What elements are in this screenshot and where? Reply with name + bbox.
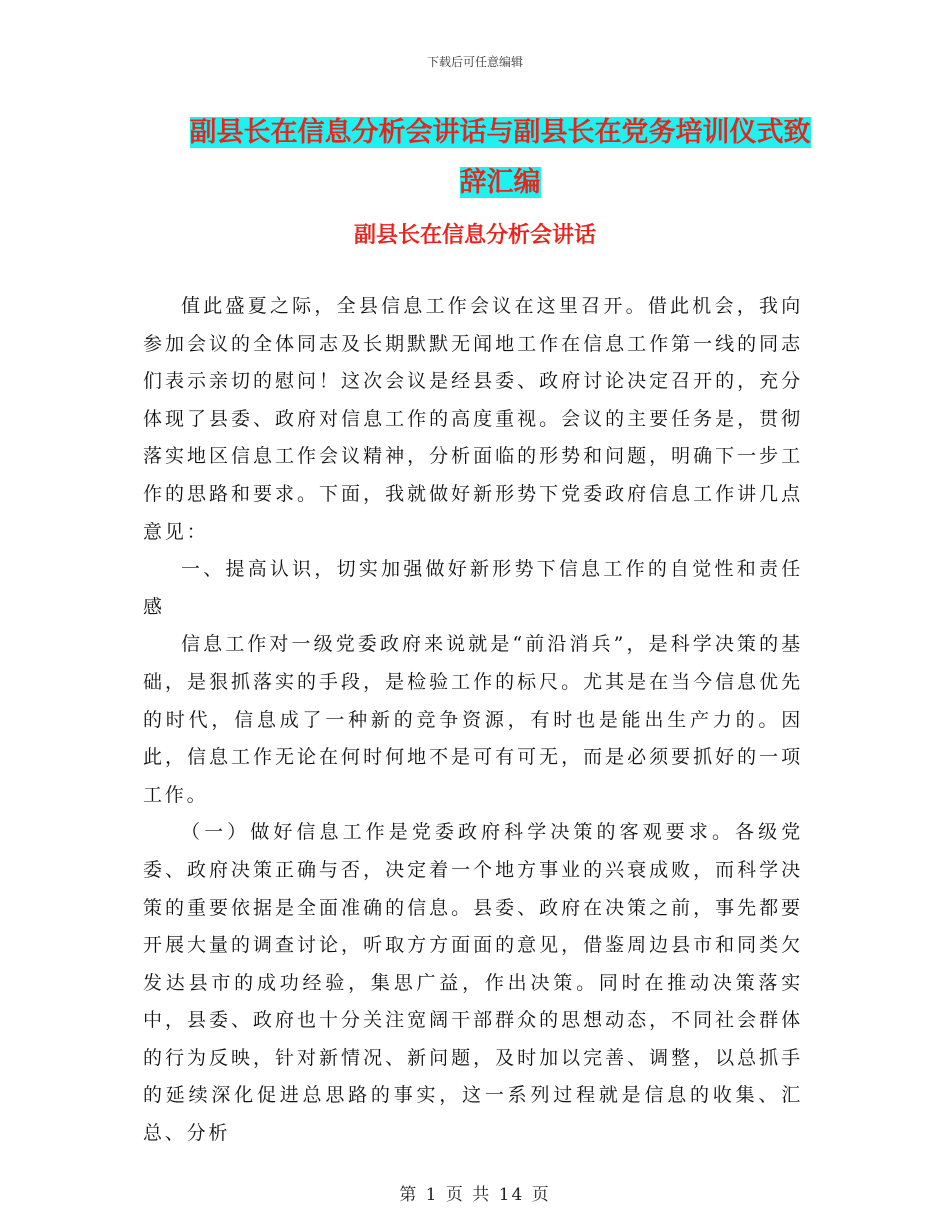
paragraph-heading-1: 一、提高认识，切实加强做好新形势下信息工作的自觉性和责任感 (143, 558, 803, 618)
paragraph-intro: 值此盛夏之际，全县信息工作会议在这里召开。借此机会，我向参加会议的全体同志及长期默默无闻地工作在信息工作第一线的同志们表示亲切的慰问！这次会议是经县委、政府讨论决定召开的，充分体现了县委、政府对信息工作的高度重视。会议的主要任务是，贯彻落实地区信息工作会议精神，分析面临的形势和问题，明确下一步工作的思路和要求。下面，我就做好新形势下党委政府信息工作讲几点意见： (143, 295, 803, 543)
page-header-note: 下载后可任意编辑 (426, 55, 523, 69)
document-title-line-1: 副县长在信息分析会讲话与副县长在党务培训仪式致 (189, 117, 811, 148)
document-body (143, 288, 803, 1153)
section-heading: 副县长在信息分析会讲话 (353, 223, 596, 248)
paragraph-subsection-1: （一）做好信息工作是党委政府科学决策的客观要求。各级党委、政府决策正确与否，决定着一个地方事业的兴衰成败，而科学决策的重要依据是全面准确的信息。县委、政府在决策之前，事先都要开展大量的调查讨论，听取方方面面的意见，借鉴周边县市和同类欠发达县市的成功经验，集思广益，作出决策。同时在推动决策落实中，县委、政府也十分关注宽阔干部群众的思想动态，不同社会群体的行为反映，针对新情况、新问题，及时加以完善、调整，以总抓手的延续深化促进总思路的事实，这一系列过程就是信息的收集、汇总、分析 (143, 821, 803, 1145)
paragraph-info-work: 信息工作对一级党委政府来说就是“前沿消兵”，是科学决策的基础，是狠抓落实的手段，是检验工作的标尺。尤其是在当今信息优先的时代，信息成了一种新的竞争资源，有时也是能出生产力的。因此，信息工作无论在何时何地不是可有可无，而是必须要抓好的一项工作。 (143, 633, 803, 806)
document-title (150, 108, 850, 208)
document-title-line-2: 辞汇编 (459, 167, 541, 198)
page-number: 第 1 页 共 14 页 (399, 1185, 551, 1205)
